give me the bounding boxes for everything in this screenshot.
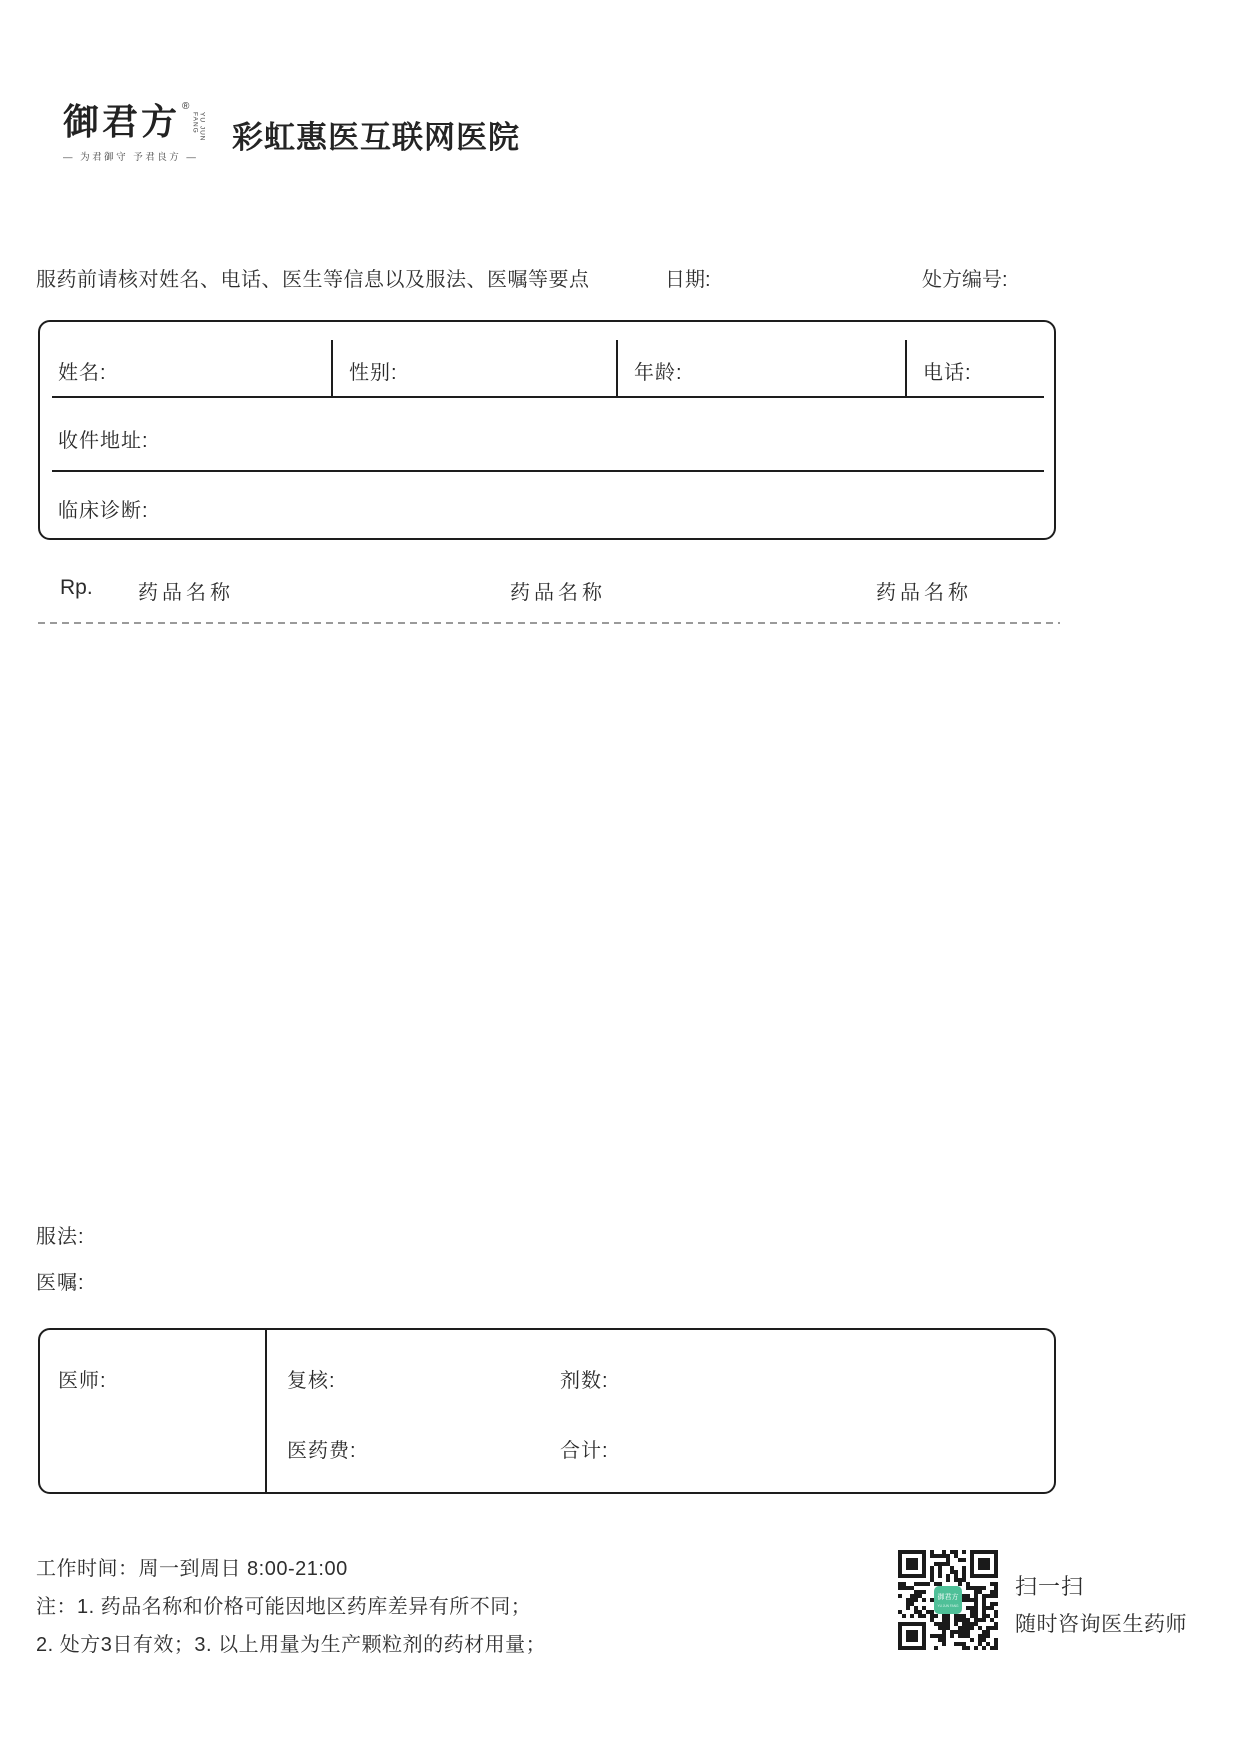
rp-label: Rp. (60, 576, 93, 599)
doctor-advice-label: 医嘱: (36, 1272, 85, 1294)
review-label: 复核: (287, 1370, 336, 1392)
prescription-number-label: 处方编号: (922, 269, 1008, 291)
dose-count-label: 剂数: (560, 1370, 609, 1392)
patient-phone-label: 电话: (923, 362, 972, 384)
patient-name-label: 姓名: (58, 362, 107, 384)
shipping-address-label: 收件地址: (58, 430, 149, 452)
usage-label: 服法: (36, 1226, 85, 1248)
dashed-separator (38, 622, 1060, 624)
column-divider (265, 1330, 267, 1492)
qr-code (898, 1550, 998, 1650)
column-divider (331, 340, 333, 398)
date-label: 日期: (665, 269, 711, 291)
column-divider (616, 340, 618, 398)
drug-name-column-header: 药品名称 (138, 582, 234, 604)
physician-label: 医师: (58, 1370, 107, 1392)
scan-subtitle: 随时咨询医生药师 (1015, 1613, 1187, 1636)
total-label: 合计: (560, 1440, 609, 1462)
svg-text:御君方: 御君方 (937, 1594, 959, 1601)
hospital-name: 彩虹惠医互联网医院 (232, 120, 520, 155)
brand-logo-text: 御君方 (63, 101, 181, 143)
drug-name-column-header: 药品名称 (876, 582, 972, 604)
clinical-diagnosis-label: 临床诊断: (58, 500, 149, 522)
note-line-2: 2. 处方3日有效；3. 以上用量为生产颗粒剂的药材用量； (36, 1634, 547, 1656)
signature-box (38, 1328, 1056, 1494)
work-time: 工作时间：周一到周日 8:00-21:00 (36, 1558, 348, 1580)
svg-text:YU JUN FANG: YU JUN FANG (937, 1604, 959, 1608)
notice-row (0, 263, 1240, 291)
note-line-1: 注：1. 药品名称和价格可能因地区药库差异有所不同； (36, 1596, 532, 1618)
drug-name-column-header: 药品名称 (510, 582, 606, 604)
row-separator (52, 396, 1044, 398)
row-separator (52, 470, 1044, 472)
brand-tagline: — 为君御守 予君良方 — (63, 152, 199, 163)
patient-gender-label: 性别: (349, 362, 398, 384)
medicine-fee-label: 医药费: (287, 1440, 357, 1462)
patient-info-box (38, 320, 1056, 540)
brand-logo (63, 101, 206, 163)
patient-age-label: 年龄: (634, 362, 683, 384)
verification-notice: 服药前请核对姓名、电话、医生等信息以及服法、医嘱等要点 (36, 269, 590, 291)
rx-header-row (0, 576, 1240, 606)
scan-label: 扫一扫 (1015, 1574, 1085, 1599)
column-divider (905, 340, 907, 398)
registered-trademark-icon: ® (182, 101, 190, 112)
brand-logo-romanized: YU JUN FANG (191, 112, 206, 142)
